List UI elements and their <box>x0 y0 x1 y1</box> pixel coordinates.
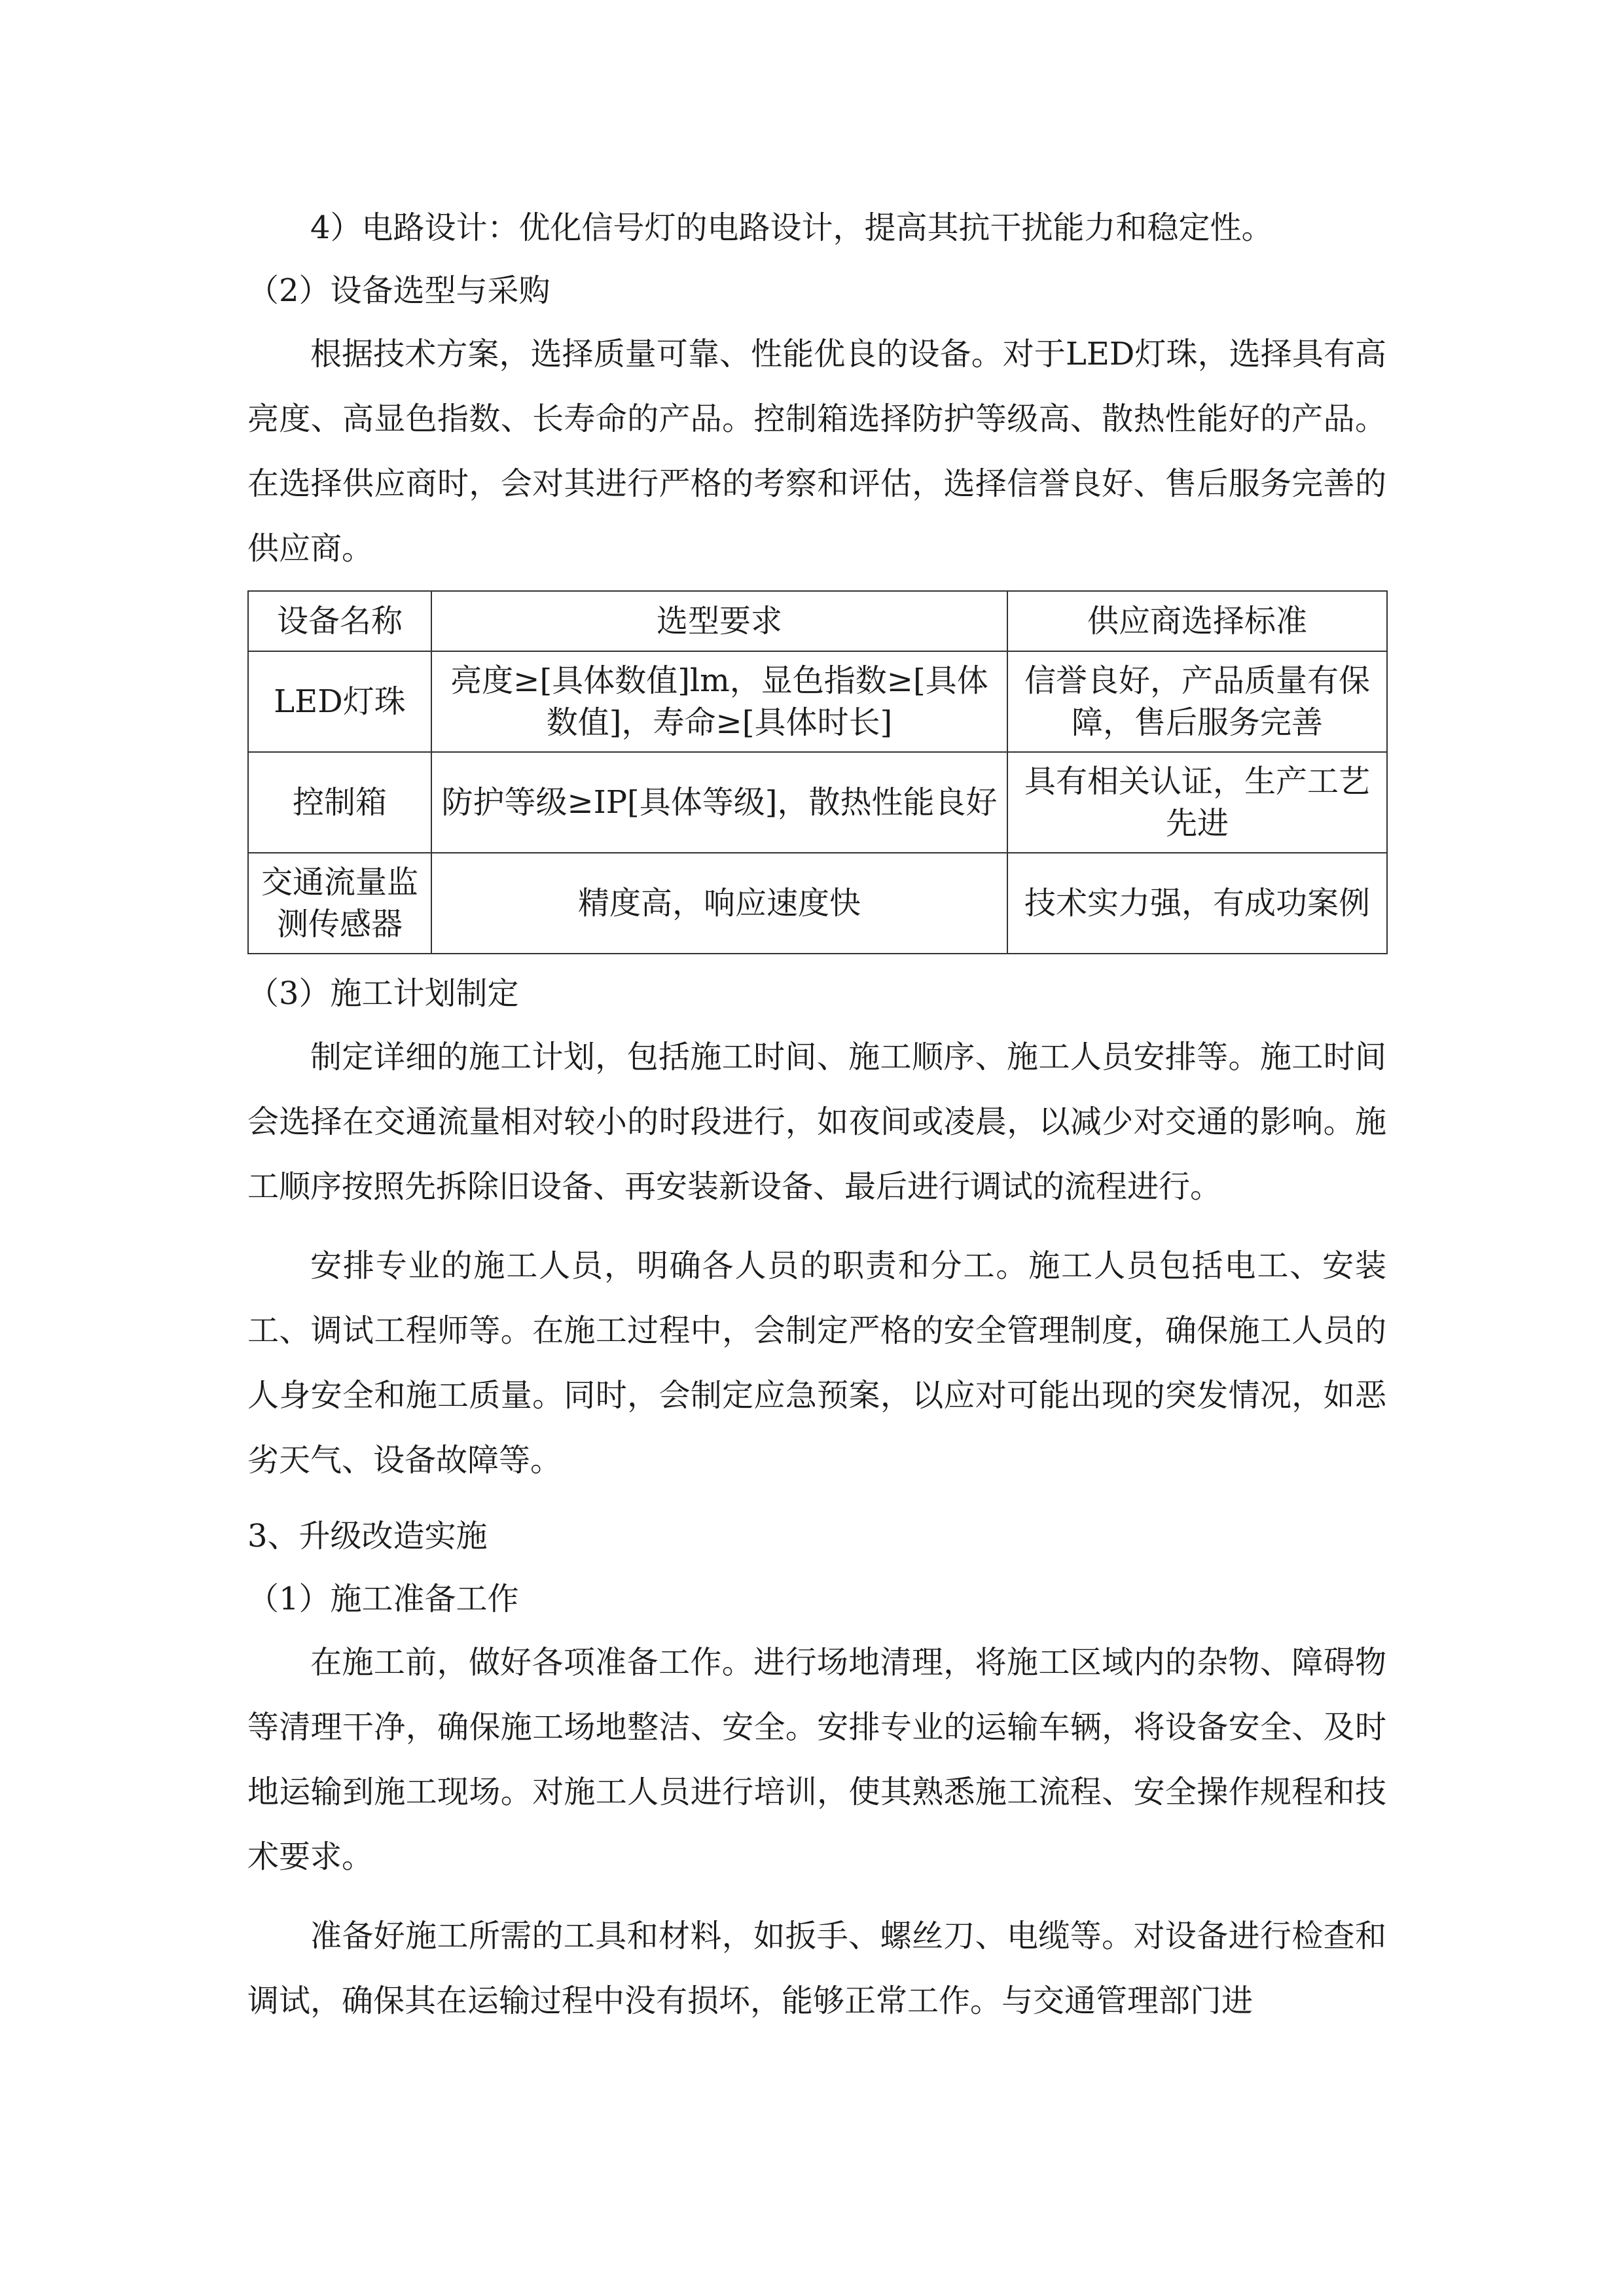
table-cell: 控制箱 <box>248 752 431 853</box>
table-cell: 交通流量监测传感器 <box>248 853 431 954</box>
table-row <box>248 853 1387 954</box>
table-row <box>248 651 1387 752</box>
table-cell: 亮度≥[具体数值]lm，显色指数≥[具体数值]，寿命≥[具体时长] <box>431 651 1007 752</box>
subheading-construction-preparation: （1）施工准备工作 <box>247 1581 519 1617</box>
document-page <box>247 196 1386 2034</box>
paragraph-preparation-2: 准备好施工所需的工具和材料，如扳手、螺丝刀、电缆等。对设备进行检查和调试，确保其在运输过程中没有损坏，能够正常工作。与交通管理部门进 <box>247 1918 1386 2019</box>
header-cell-device-name: 设备名称 <box>248 591 431 651</box>
table-cell: 具有相关认证，生产工艺先进 <box>1007 752 1387 853</box>
table-header-row <box>248 591 1387 651</box>
table-cell: 技术实力强，有成功案例 <box>1007 853 1387 954</box>
paragraph-equipment-selection: 根据技术方案，选择质量可靠、性能优良的设备。对于LED灯珠，选择具有高亮度、高显色指数、长寿命的产品。控制箱选择防护等级高、散热性能好的产品。在选择供应商时，会对其进行严格的考察和评估，选择信誉良好、售后服务完善的供应商。 <box>247 336 1386 567</box>
paragraph-construction-plan-2: 安排专业的施工人员，明确各人员的职责和分工。施工人员包括电工、安装工、调试工程师等。在施工过程中，会制定严格的安全管理制度，确保施工人员的人身安全和施工质量。同时，会制定应急预案，以应对可能出现的突发情况，如恶劣天气、设备故障等。 <box>247 1247 1386 1479</box>
list-item-circuit-design: 4）电路设计：优化信号灯的电路设计，提高其抗干扰能力和稳定性。 <box>310 209 1273 246</box>
table-row <box>248 752 1387 853</box>
table-cell: 精度高，响应速度快 <box>431 853 1007 954</box>
subheading-equipment-selection: （2）设备选型与采购 <box>247 272 550 309</box>
paragraph-construction-plan-1: 制定详细的施工计划，包括施工时间、施工顺序、施工人员安排等。施工时间会选择在交通流量相对较小的时段进行，如夜间或凌晨，以减少对交通的影响。施工顺序按照先拆除旧设备、再安装新设备、最后进行调试的流程进行。 <box>247 1039 1386 1205</box>
table-cell: 信誉良好，产品质量有保障，售后服务完善 <box>1007 651 1387 752</box>
table-cell: LED灯珠 <box>248 651 431 752</box>
header-cell-supplier-criteria: 供应商选择标准 <box>1007 591 1387 651</box>
header-cell-selection-requirements: 选型要求 <box>431 591 1007 651</box>
paragraph-preparation-1: 在施工前，做好各项准备工作。进行场地清理，将施工区域内的杂物、障碍物等清理干净，确保施工场地整洁、安全。安排专业的运输车辆，将设备安全、及时地运输到施工现场。对施工人员进行培训，使其熟悉施工流程、安全操作规程和技术要求。 <box>247 1644 1386 1875</box>
subheading-construction-plan: （3）施工计划制定 <box>247 975 519 1012</box>
table-cell: 防护等级≥IP[具体等级]，散热性能良好 <box>431 752 1007 853</box>
equipment-spec-table <box>247 590 1388 954</box>
section-heading-upgrade-implementation: 3、升级改造实施 <box>247 1518 488 1554</box>
